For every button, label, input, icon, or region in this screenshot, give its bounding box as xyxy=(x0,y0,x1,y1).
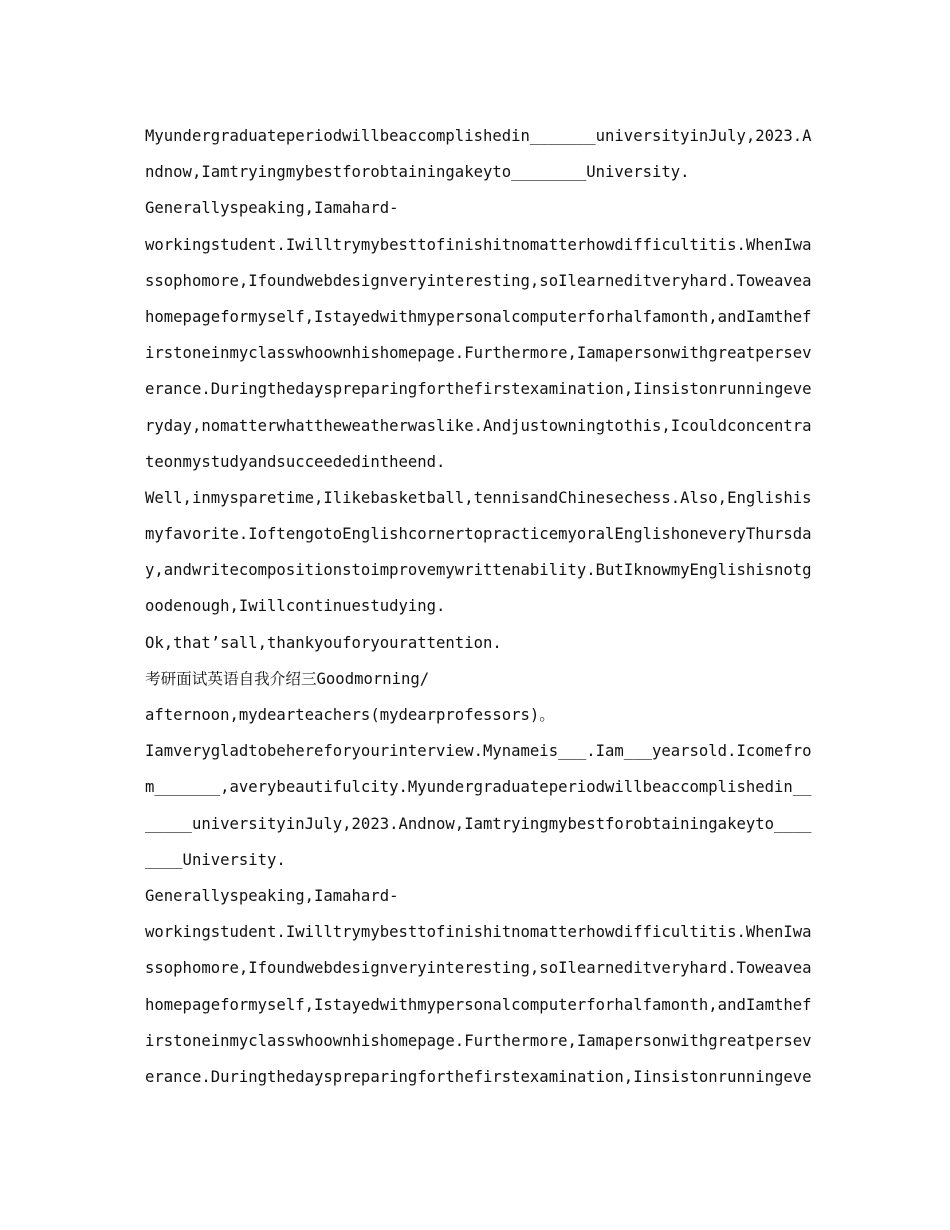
text-line: Generallyspeaking,Iamahard- xyxy=(145,199,399,218)
text-line: m_______,averybeautifulcity.Myundergraduateperiodwillbeaccomplishedin__ xyxy=(145,778,812,797)
text-line: Iamverygladtobehereforyourinterview.Mynameis___.Iam___yearsold.Icomefro xyxy=(145,742,812,761)
text-line: irstoneinmyclasswhoownhishomepage.Furthermore,Iamapersonwithgreatpersev xyxy=(145,1031,812,1050)
text-line: myfavorite.IoftengotoEnglishcornertopracticemyoralEnglishoneveryThursda xyxy=(145,525,812,544)
text-line: ryday,nomatterwhattheweatherwaslike.Andjustowningtothis,Icouldconcentra xyxy=(145,416,812,435)
text-line: homepageformyself,Istayedwithmypersonalcomputerforhalfamonth,andIamthef xyxy=(145,995,812,1014)
text-line: Ok,that’sall,thankyouforyourattention. xyxy=(145,633,502,652)
text-line: afternoon,mydearteachers(mydearprofessors)。 xyxy=(145,706,555,724)
text-line: workingstudent.Iwilltrymybesttofinishitnomatterhowdifficultitis.WhenIwa xyxy=(145,923,812,942)
text-line: ssophomore,Ifoundwebdesignveryinteresting,soIlearneditveryhard.Toweavea xyxy=(145,271,812,290)
text-line: erance.Duringthedayspreparingforthefirstexamination,Iinsistonrunningeve xyxy=(145,380,812,399)
text-line: y,andwritecompositionstoimprovemywrittenability.ButIknowmyEnglishisnotg xyxy=(145,561,812,580)
section-heading-line: 考研面试英语自我介绍三Goodmorning/ xyxy=(145,669,430,688)
text-line: workingstudent.Iwilltrymybesttofinishitnomatterhowdifficultitis.WhenIwa xyxy=(145,235,812,254)
text-line: ssophomore,Ifoundwebdesignveryinteresting,soIlearneditveryhard.Toweavea xyxy=(145,959,812,978)
text-line: irstoneinmyclasswhoownhishomepage.Furthermore,Iamapersonwithgreatpersev xyxy=(145,344,812,363)
text-line: teonmystudyandsucceededintheend. xyxy=(145,452,446,471)
text-line: Generallyspeaking,Iamahard- xyxy=(145,886,399,905)
text-line: erance.Duringthedayspreparingforthefirstexamination,Iinsistonrunningeve xyxy=(145,1067,812,1086)
text-line: ndnow,Iamtryingmybestforobtainingakeyto________University. xyxy=(145,163,690,182)
text-line: Well,inmysparetime,Ilikebasketball,tennisandChinesechess.Also,Englishis xyxy=(145,488,812,507)
text-line: Myundergraduateperiodwillbeaccomplishedin_______universityinJuly,2023.A xyxy=(145,127,812,145)
document-body xyxy=(145,118,815,1095)
text-line: homepageformyself,Istayedwithmypersonalcomputerforhalfamonth,andIamthef xyxy=(145,307,812,326)
text-line: _____universityinJuly,2023.Andnow,Iamtryingmybestforobtainingakeyto____ xyxy=(145,814,812,833)
text-line: ____University. xyxy=(145,850,286,869)
text-line: oodenough,Iwillcontinuestudying. xyxy=(145,597,446,616)
